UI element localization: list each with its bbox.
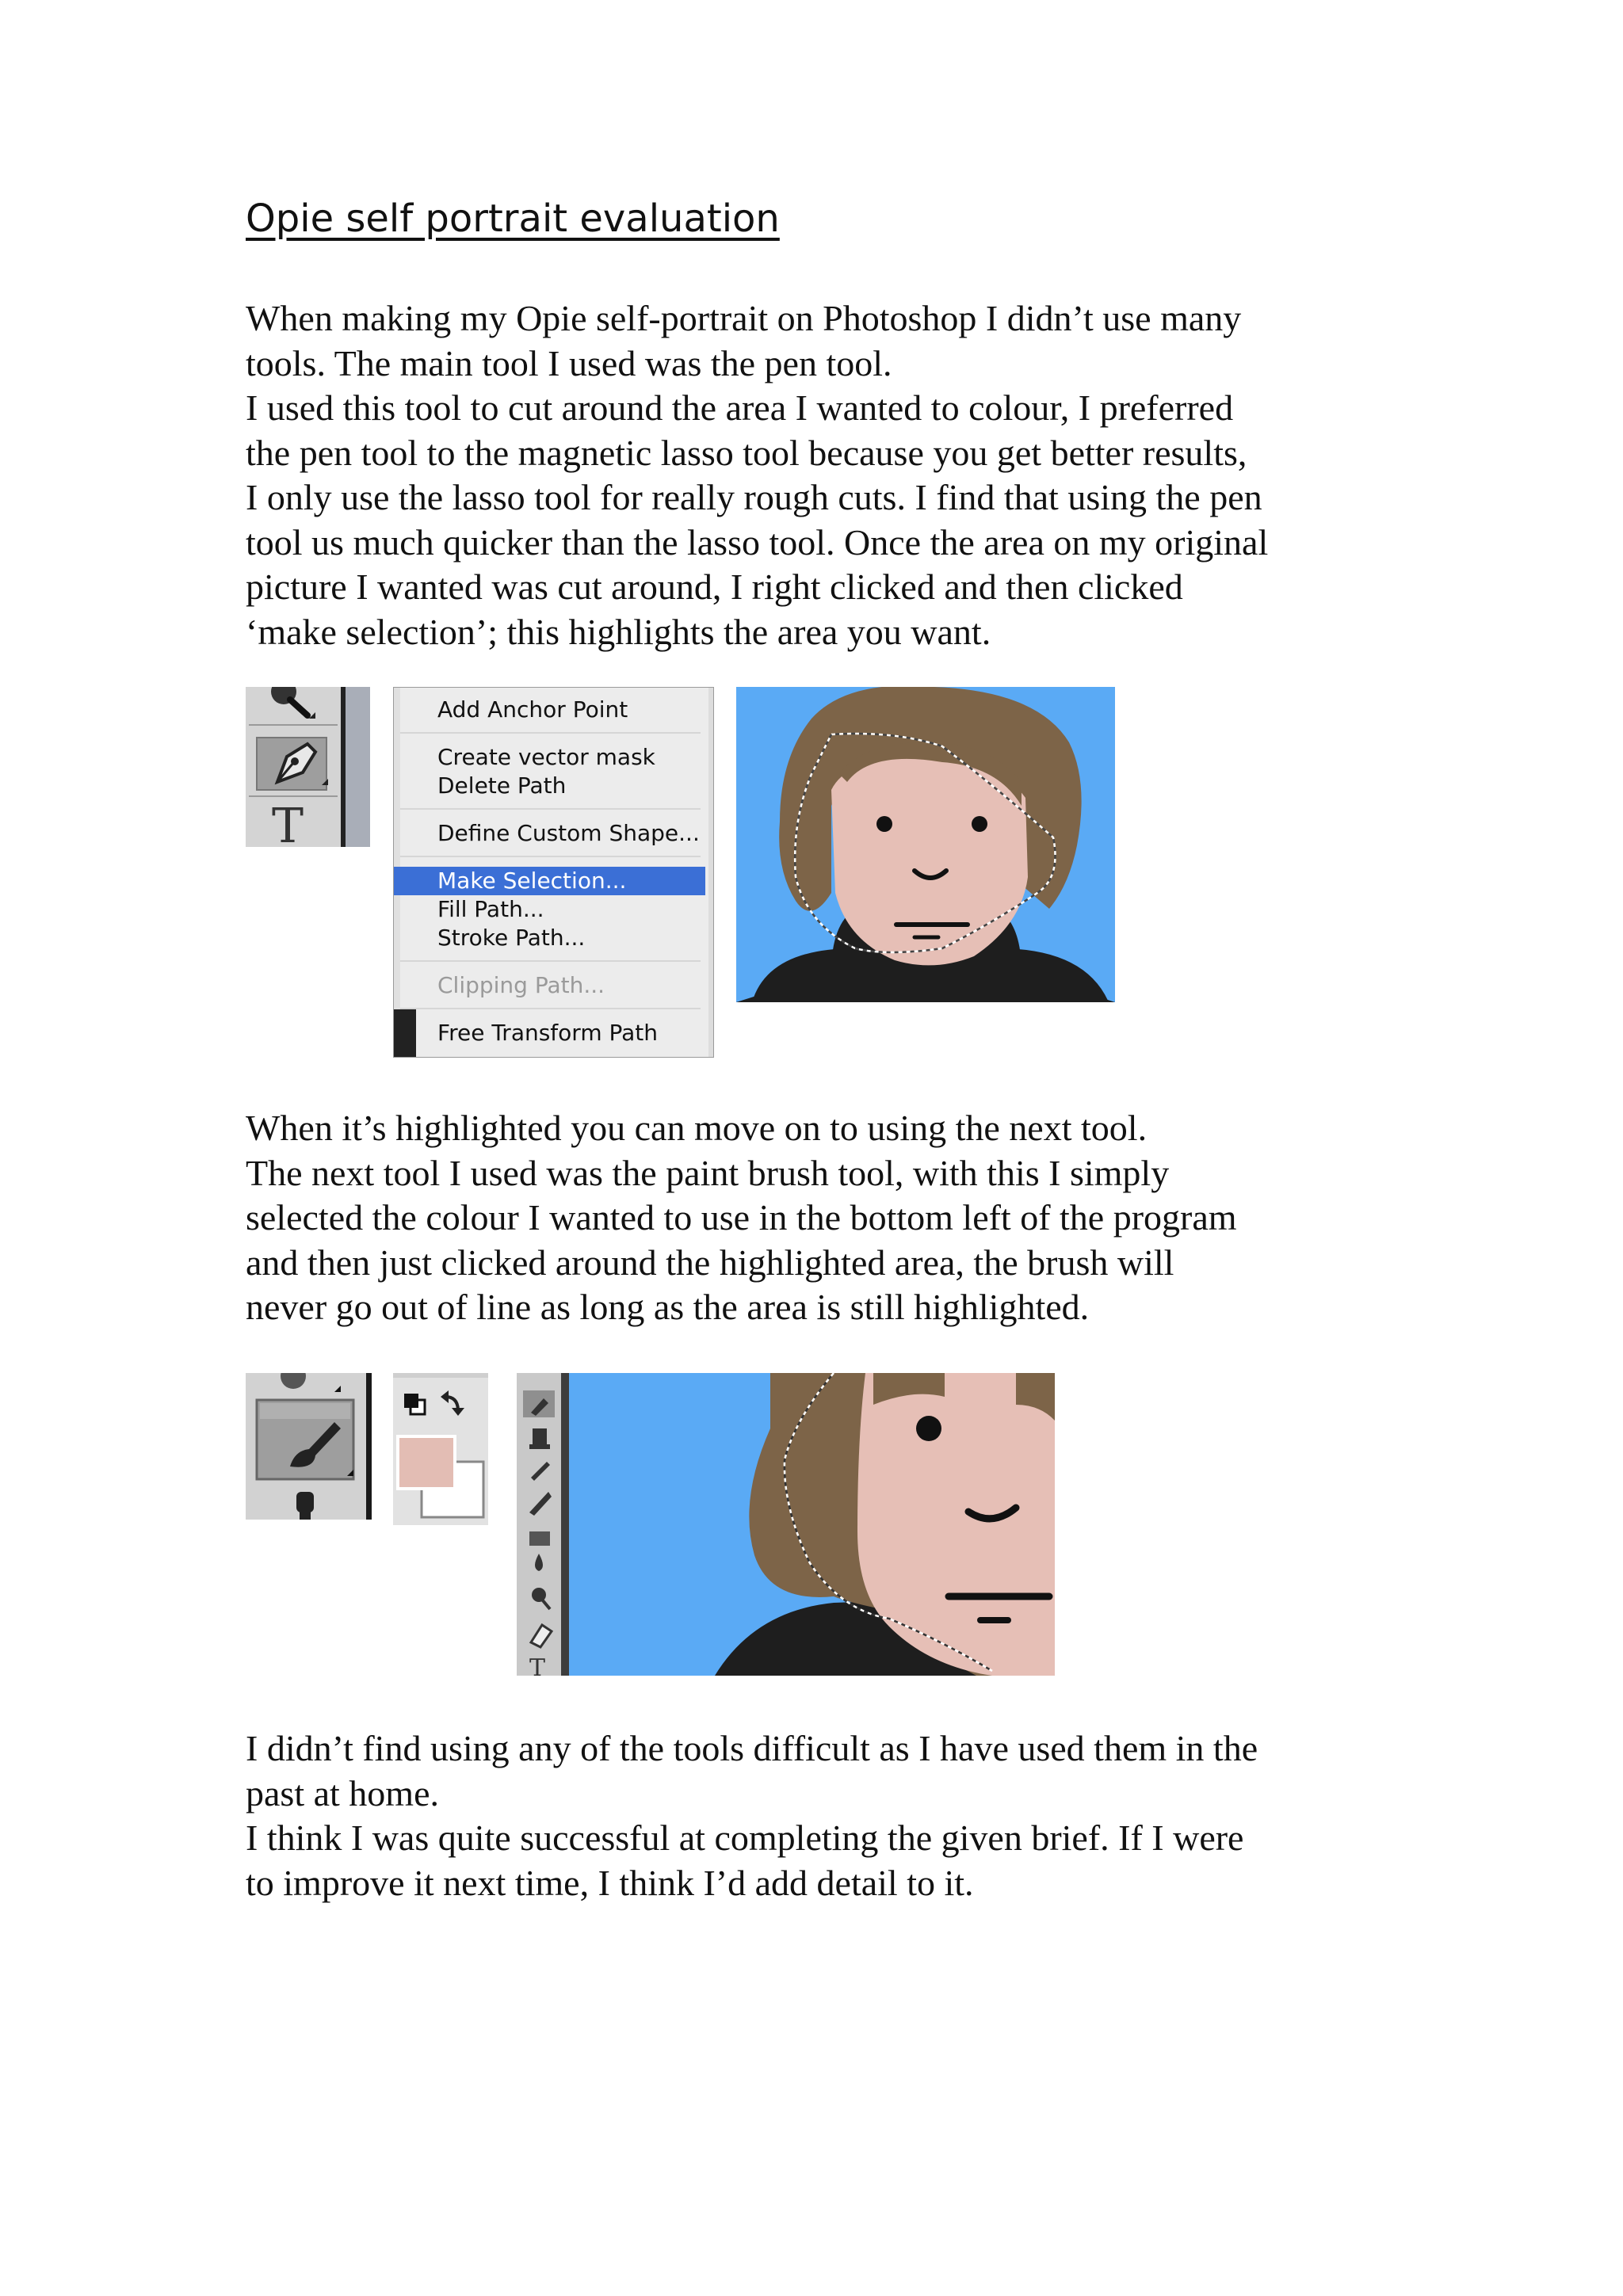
text-line: and then just clicked around the highlighted area, the brush will xyxy=(246,1241,1174,1283)
menu-separator xyxy=(400,808,701,810)
context-menu xyxy=(393,687,714,1058)
svg-text:T: T xyxy=(529,1654,546,1676)
text-line: to improve it next time, I think I’d add detail to it. xyxy=(246,1862,974,1903)
text-line: past at home. xyxy=(246,1772,439,1814)
page-title: Opie self portrait evaluation xyxy=(246,196,780,241)
menu-item-clipping-path[interactable]: Clipping Path... xyxy=(437,972,605,998)
brush-painting-image xyxy=(517,1373,1055,1676)
toolbox-pen-crop xyxy=(246,687,370,847)
text-line: When it’s highlighted you can move on to using the next tool. xyxy=(246,1108,1148,1148)
text-line: selected the colour I wanted to use in the bottom left of the program xyxy=(246,1197,1237,1238)
menu-item-add-anchor-point[interactable]: Add Anchor Point xyxy=(437,696,628,723)
text-line: The next tool I used was the paint brush tool, with this I simply xyxy=(246,1152,1170,1193)
text-line: tools. The main tool I used was the pen tool. xyxy=(246,342,892,383)
text-line: I think I was quite successful at completing the given brief. If I were xyxy=(246,1817,1244,1858)
menu-item-free-transform-path[interactable]: Free Transform Path xyxy=(437,1020,659,1046)
toolbox-brush-crop xyxy=(246,1373,372,1520)
svg-text:T: T xyxy=(272,799,304,847)
menu-item-create-vector-mask[interactable]: Create vector mask xyxy=(437,744,655,770)
menu-separator xyxy=(400,732,701,734)
menu-item-make-selection[interactable]: Make Selection... xyxy=(394,867,705,895)
color-swatches-crop xyxy=(393,1373,488,1525)
text-line: never go out of line as long as the area is still highlighted. xyxy=(246,1287,1090,1327)
menu-item-define-custom-shape[interactable]: Define Custom Shape... xyxy=(437,820,700,846)
menu-separator xyxy=(400,960,701,962)
text-line: the pen tool to the magnetic lasso tool because you get better results, xyxy=(246,432,1247,473)
pen-tool-icon xyxy=(257,738,328,790)
brush-tool-icon xyxy=(257,1400,353,1479)
text-line: I didn’t find using any of the tools difficult as I have used them in the xyxy=(246,1728,1258,1768)
text-line: ‘make selection’; this highlights the area you want. xyxy=(246,611,991,652)
menu-item-stroke-path[interactable]: Stroke Path... xyxy=(437,925,586,951)
text-line: When making my Opie self-portrait on Photoshop I didn’t use many xyxy=(246,298,1242,338)
menu-item-delete-path[interactable]: Delete Path xyxy=(437,772,567,799)
menu-separator xyxy=(400,1008,701,1009)
portrait-selection-image xyxy=(736,687,1115,1002)
text-line: tool us much quicker than the lasso tool. Once the area on my original xyxy=(246,521,1269,563)
type-tool-icon xyxy=(272,799,304,847)
paragraph-brush-tool xyxy=(246,1106,1395,1330)
foreground-color-swatch xyxy=(398,1436,455,1489)
menu-separator xyxy=(400,856,701,857)
paragraph-pen-tool xyxy=(246,296,1395,654)
paragraph-conclusion xyxy=(246,1726,1395,1905)
text-line: picture I wanted was cut around, I right clicked and then clicked xyxy=(246,566,1183,607)
text-line: I only use the lasso tool for really rough cuts. I find that using the pen xyxy=(246,477,1262,517)
menu-item-fill-path[interactable]: Fill Path... xyxy=(437,896,544,922)
text-line: I used this tool to cut around the area I wanted to colour, I preferred xyxy=(246,387,1234,428)
